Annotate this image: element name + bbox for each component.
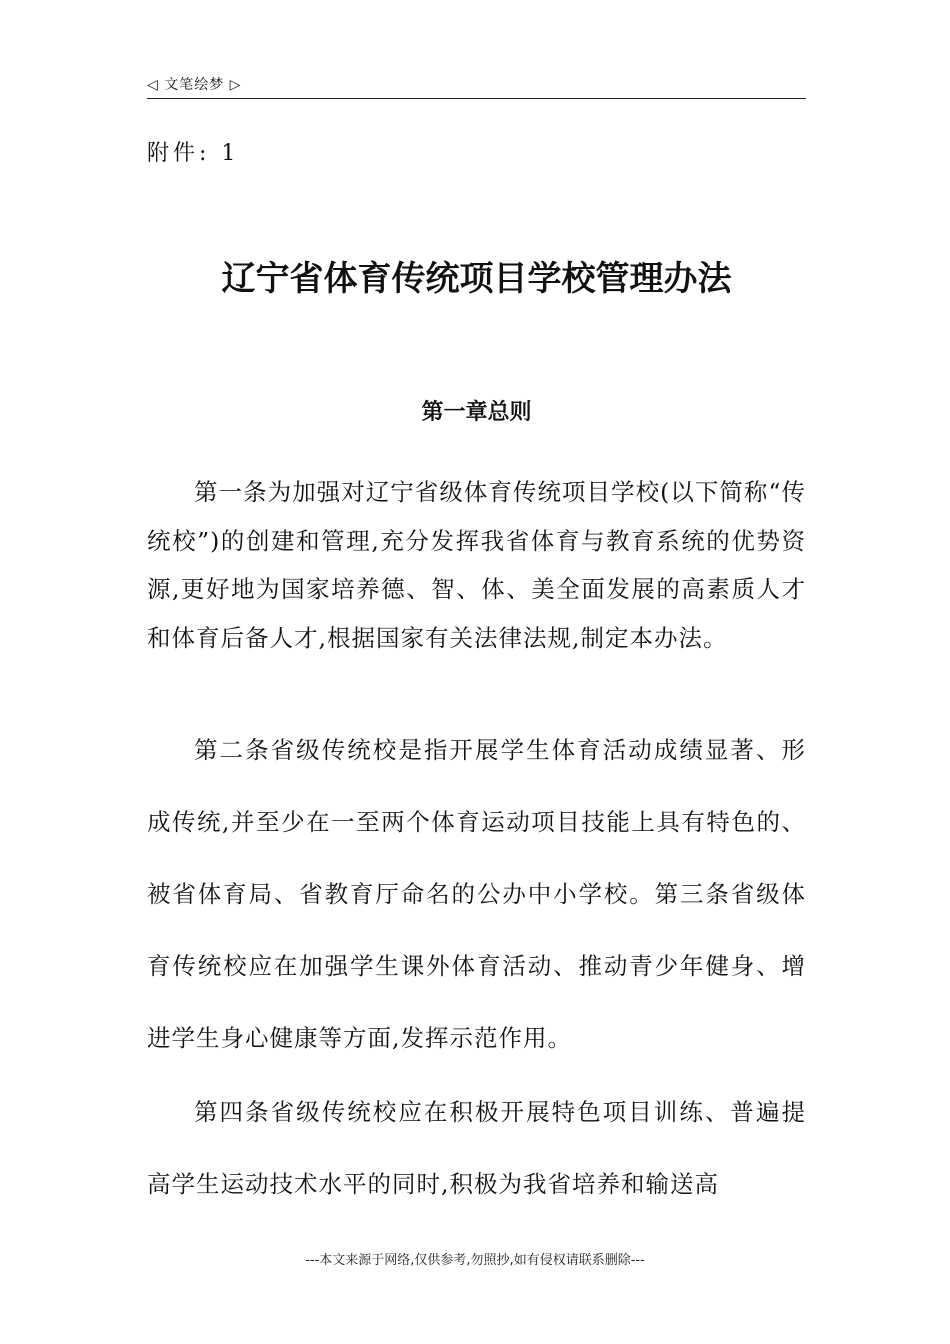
- document-title: 辽宁省体育传统项目学校管理办法: [221, 259, 732, 299]
- paragraph-article-2-3: 第二条省级传统校是指开展学生体育活动成绩显著、形成传统,并至少在一至两个体育运动项目技能上具有特色的、被省体育局、省教育厅命名的公办中小学校。第三条省级体育传统校应在加强学生课外体育活动、推动青少年健身、增进学生身心健康等方面,发挥示范作用。: [147, 736, 806, 1052]
- header-text: ◁ 文笔绘梦 ▷: [147, 77, 242, 93]
- chapter-heading: 第一章总则: [421, 400, 532, 425]
- paragraph-article-1: 第一条为加强对辽宁省级体育传统项目学校(以下简称“传统校”)的创建和管理,充分发挥我省体育与教育系统的优势资源,更好地为国家培养德、智、体、美全面发展的高素质人才和体育后备人才,根据国家有关法律法规,制定本办法。: [147, 478, 806, 652]
- paragraph-article-4: 第四条省级传统校应在积极开展特色项目训练、普遍提高学生运动技术水平的同时,积极为我省培养和输送高: [147, 1098, 806, 1198]
- attachment-label: 附件: 1: [147, 141, 240, 166]
- page-footer: ---本文来源于网络,仅供参考,勿照抄,如有侵权请联系删除---: [305, 1253, 645, 1268]
- page-header: [147, 72, 806, 99]
